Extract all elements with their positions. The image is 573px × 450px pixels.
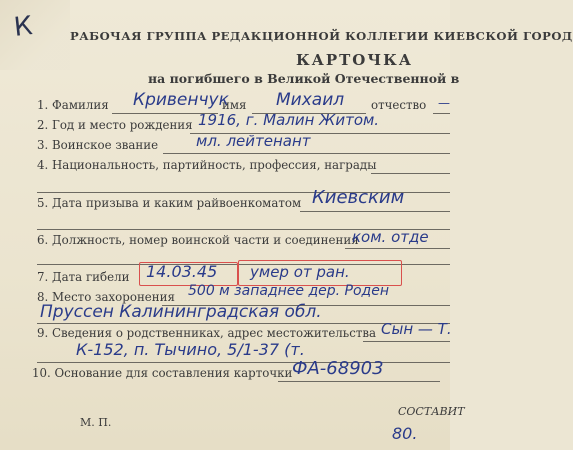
field-4-line (371, 173, 450, 174)
burial-line-2-handwriting: Пруссен Калининградская обл. (40, 302, 322, 322)
field-6-label: 6. Должность, номер воинской части и соединения (37, 233, 359, 247)
compiled-by-label: СОСТАВИТ (398, 405, 465, 418)
unit-handwriting: ком. отде (352, 228, 429, 246)
field-10-label: 10. Основание для составления карточки (32, 366, 293, 380)
surname-handwriting: Кривенчук (133, 90, 229, 110)
relatives-line-1-handwriting: Сын — Т. (381, 320, 452, 338)
corner-letter-mark: К (12, 11, 34, 43)
field-1-patronymic-line (433, 113, 450, 114)
burial-line-1-handwriting: 500 м западнее дер. Роден (188, 283, 389, 299)
field-10-line (278, 381, 440, 382)
death-note-handwriting: умер от ран. (250, 263, 350, 281)
draft-handwriting: Киевским (312, 187, 405, 208)
rank-handwriting: мл. лейтенант (196, 132, 311, 150)
field-6-line (345, 248, 450, 249)
field-9-label: 9. Сведения о родственниках, адрес местожительства (37, 326, 377, 340)
field-7-label: 7. Дата гибели (37, 270, 130, 284)
organization-header: РАБОЧАЯ ГРУППА РЕДАКЦИОННОЙ КОЛЛЕГИИ КИЕВСКОЙ ГОРОД (70, 29, 573, 43)
field-4-label: 4. Национальность, партийность, профессия, награды (37, 158, 377, 172)
card-subtitle: на погибшего в Великой Отечественной в (148, 71, 460, 86)
field-1-patronymic-label: отчество (371, 98, 427, 112)
field-5-line (300, 211, 450, 212)
birth-handwriting: 1916, г. Малин Житом. (198, 111, 380, 129)
date-handwriting: 80. (392, 424, 418, 443)
field-3-label: 3. Воинское звание (37, 138, 159, 152)
relatives-line-2-handwriting: К-152, п. Тычино, 5/1-37 (т. (76, 340, 305, 359)
field-9-line (363, 341, 450, 342)
corner-wear (0, 0, 70, 70)
field-2-label: 2. Год и место рождения (37, 118, 193, 132)
card-title: КАРТОЧКА (296, 51, 413, 69)
stamp-place-label: М. П. (80, 416, 112, 429)
field-8-label: 8. Место захоронения (37, 290, 175, 304)
death-date-handwriting: 14.03.45 (146, 262, 218, 281)
field-5-label: 5. Дата призыва и каким райвоенкоматом (37, 196, 302, 210)
name-handwriting: Михаил (276, 90, 345, 110)
patronymic-handwriting: — (438, 96, 450, 110)
field-9-line-2 (37, 362, 450, 363)
field-1-name-label: имя (222, 98, 247, 112)
basis-handwriting: ФА-68903 (292, 358, 384, 379)
field-3-line (163, 153, 450, 154)
field-1-label: 1. Фамилия (37, 98, 109, 112)
